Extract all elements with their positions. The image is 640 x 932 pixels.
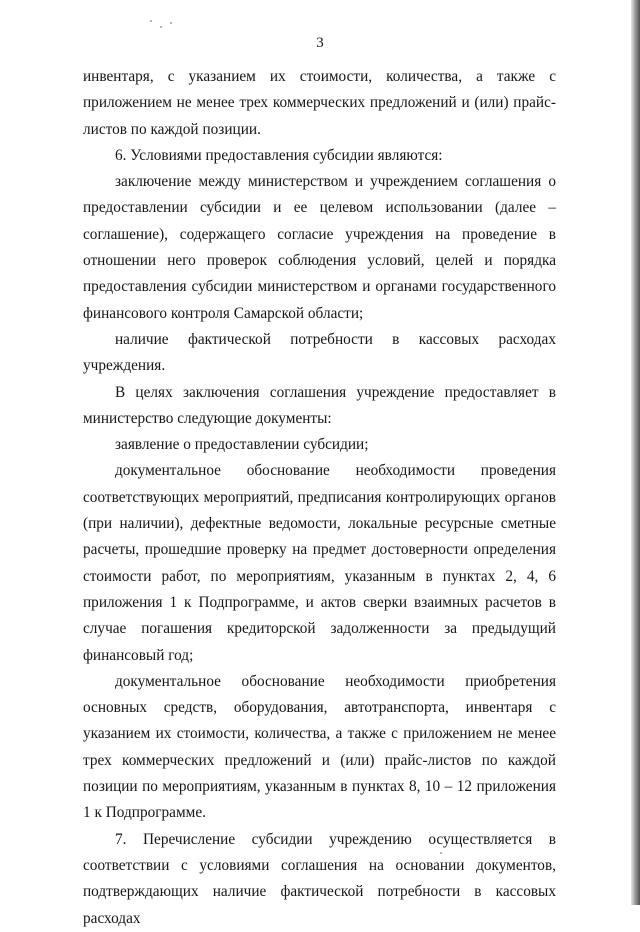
- scan-speck: [150, 20, 152, 22]
- paragraph-clause-7: 7. Перечисление субсидии учреждению осуществляется в соответствии с условиями соглашения на основании документов, подтверждающих наличие фактической потребности в кассовых расходах: [83, 830, 556, 927]
- scan-edge-shadow: [631, 0, 640, 905]
- paragraph-purchase-justification: документальное обоснование необходимости приобретения основных средств, оборудования, автотранспорта, инвентаря с указанием их стоимости, количества, а также с приложением не менее трех коммерческих предложений и (или) прайс-листов по каждой позиции по мероприятиям, указанным в пунктах 8, 10 – 12 приложения 1 к Подпрограмме.: [83, 672, 556, 822]
- paragraph-actual-need-condition: наличие фактической потребности в кассовых расходах учреждения.: [83, 330, 556, 375]
- paragraph-subsidy-application: заявление о предоставлении субсидии;: [115, 436, 369, 454]
- paragraph-works-justification: документальное обоснование необходимости проведения соответствующих мероприятий, предписания контролирующих органов (при наличии), дефектные ведомости, локальные ресурсные сметные расчеты, прошедшие проверку на предмет достоверности определения стоимости работ, по мероприятиям, указанным в пунктах 2, 4, 6 приложения 1 к Подпрограмме, и актов сверки взаимных расчетов в случае погашения кредиторской задолженности за предыдущий финансовый год;: [83, 462, 556, 664]
- paragraph-continuation: инвентаря, с указанием их стоимости, количества, а также с приложением не менее трех коммерческих предложений и (или) прайс-листов по каждой позиции.: [83, 68, 556, 138]
- scan-speck: [170, 22, 172, 24]
- paragraph-documents-intro: В целях заключения соглашения учреждение предоставляет в министерство следующие документы:: [83, 383, 556, 427]
- page-number: 3: [316, 35, 324, 51]
- document-body: [83, 64, 556, 932]
- scan-speck: [160, 26, 162, 28]
- paragraph-agreement-condition: заключение между министерством и учреждением соглашения о предоставлении субсидии и ее целевом использовании (далее – соглашение), содержащего согласие учреждения на проведение в отношении него проверок соблюдения условий, целей и порядка предоставления субсидии министерством и органами государственного финансового контроля Самарской области;: [83, 173, 556, 322]
- paragraph-clause-6-heading: 6. Условиями предоставления субсидии являются:: [115, 146, 443, 164]
